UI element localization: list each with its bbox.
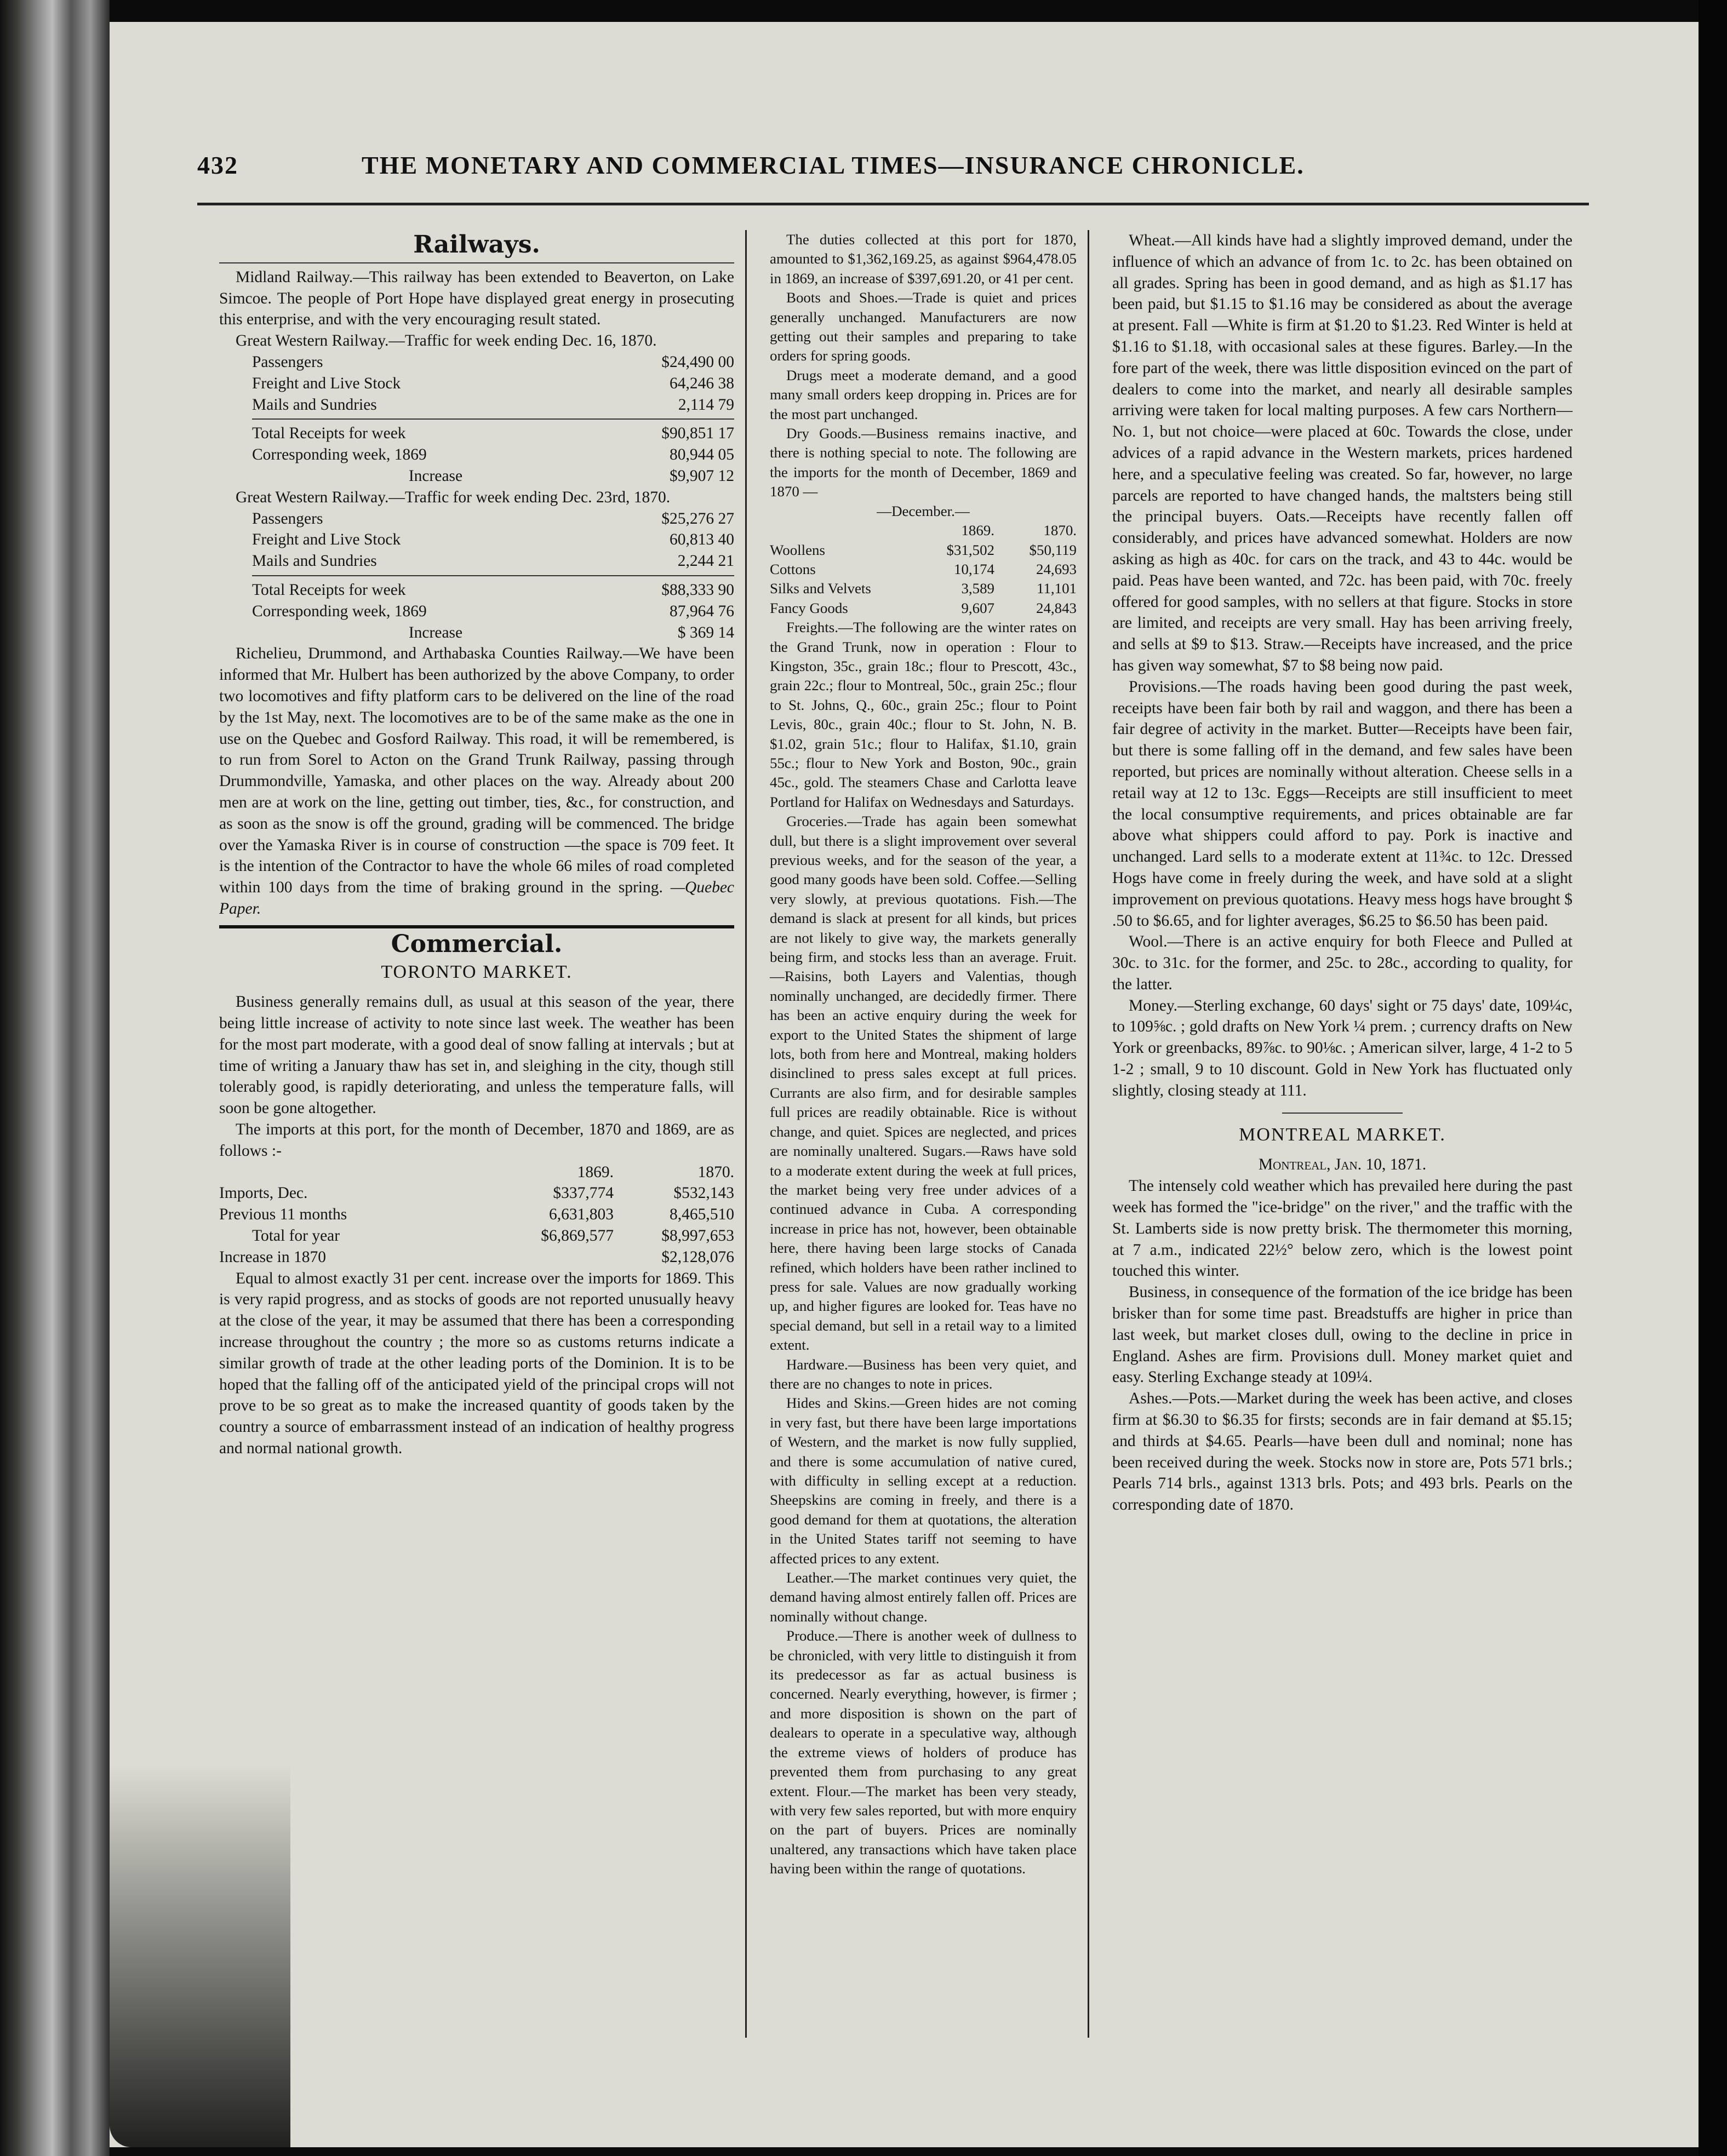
column-rule-2	[1088, 230, 1089, 2038]
column-3	[1112, 230, 1572, 1516]
table-row: Passengers $24,490 00	[252, 353, 734, 371]
table-row: Corresponding week, 1869 80,944 05	[252, 446, 734, 464]
gw1-intro: Great Western Railway.—Traffic for week ending Dec. 16, 1870.	[236, 332, 657, 350]
column-2	[770, 230, 1077, 1879]
column-rule-1	[745, 230, 747, 2038]
freights-paragraph: Freights.—The following are the winter rates on the Grand Trunk, now in operation : Flour to Kingston, 35c., grain 18c.; flour to Prescott, 43c., grain 22c.; flour to Montreal, 50c., grain 25c.; flour to St. Johns, Q., 60c., grain 25c.; flour to Point Levis, 80c., grain 40c.; flour to St. John, N. B. $1.02, grain 51c.; flour to Halifax, $1.10, grain 55c.; flour to New York and Boston, 90c., grain 45c., gold. The steamers Chase and Carlotta leave Portland for Halifax on Wednesdays and Saturdays.	[770, 619, 1077, 810]
toronto-paragraph: The imports at this port, for the month of December, 1870 and 1869, are as follows :-	[219, 1121, 734, 1160]
page-header	[197, 140, 1446, 194]
table-row: Increase $9,907 12	[408, 467, 734, 485]
divider	[219, 262, 734, 263]
divider	[252, 575, 734, 576]
header-rule	[197, 203, 1589, 205]
hardware-paragraph: Hardware.—Business has been very quiet, and there are no changes to note in prices.	[770, 1356, 1077, 1392]
boots-paragraph: Boots and Shoes.—Trade is quiet and prices generally unchanged. Manufacturers are now getting out their samples and preparing to take orders for spring goods.	[770, 289, 1077, 364]
produce-paragraph: Produce.—There is another week of dullness to be chronicled, with very little to distinguish it from its predecessor as far as actual business is concerned. Nearly everything, however, is firmer ; and more disposition is shown on the part of dealears to operate in a speculative way, although the extreme views of holders of produce has prevented them from purchasing to any great extent. Flour.—The market has been very steady, with very few sales reported, but with more enquiry on the part of buyers. Prices are nominally unaltered, any transactions which have taken place having been within the range of quotations.	[770, 1627, 1077, 1877]
ashes-paragraph: Ashes.—Pots.—Market during the week has been active, and closes firm at $6.30 to $6.35 for firsts; seconds are in fair demand at $5.15; and thirds at $4.65. Pearls—have been dull and nominal; none has been received during the week. Stocks now in store are, Pots 571 brls.; Pearls 714 brls., against 1313 brls. Pots; and 493 brls. Pearls on the corresponding date of 1870.	[1112, 1390, 1572, 1514]
midland-paragraph: Midland Railway.—This railway has been extended to Beaverton, on Lake Simcoe. The people of Port Hope have displayed great energy in prosecuting this enterprise, and with the very encouraging result stated.	[219, 268, 734, 329]
imports-table: 1869. 1870. Imports, Dec. $337,774 $532,143 Previous 11 months 6,631,803 8,465,510 Total for year $6,869,577 $8,997,653	[219, 1162, 734, 1247]
montreal-dateline: Montreal, Jan. 10, 1871.	[1258, 1156, 1427, 1174]
section-rule	[219, 925, 734, 928]
money-paragraph: Money.—Sterling exchange, 60 days' sight or 75 days' date, 109¼c, to 109⅝c. ; gold drafts on New York ¼ prem. ; currency drafts on New York or greenbacks, 89⅞c. to 90⅛c. ; American silver, large, 4 1-2 to 5 1-2 ; small, 9 to 10 discount. Gold in New York has fluctuated only slightly, closing steady at 111.	[1112, 996, 1572, 1099]
table-header: 1869.	[961, 522, 994, 539]
divider	[1282, 1113, 1403, 1114]
gw1-table	[219, 352, 734, 487]
commercial-heading: Commercial.	[391, 930, 563, 958]
montreal-market-heading: MONTREAL MARKET.	[1239, 1124, 1446, 1145]
page-title: THE MONETARY AND COMMERCIAL TIMES—INSURANCE CHRONICLE.	[362, 151, 1305, 179]
table-header: 1870.	[1043, 522, 1077, 539]
table-header: 1870.	[697, 1163, 734, 1181]
leather-paragraph: Leather.—The market continues very quiet, the demand having almost entirely fallen off. Prices are nominally without change.	[770, 1569, 1077, 1625]
divider	[252, 418, 734, 420]
book-binding	[0, 0, 110, 2156]
wheat-paragraph: Wheat.—All kinds have had a slightly improved demand, under the influence of which an advance of from 1c. to 2c. has been obtained on all grades. Spring has been in good demand, and as high as $1.17 has been paid, but $1.15 to $1.16 may be considered as about the average at present. Fall —White is firm at $1.20 to $1.23. Red Winter is held at $1.16 to $1.18, with occasional sales at these figures. Barley.—In the fore part of the week, there was little disposition evinced on the part of dealers to come into the market, and nearly all desirable samples arriving were taken for local malting purposes. A few cars Northern—No. 1, but not choice—were placed at 60c. Towards the close, under advices of a rapid advance in the Western markets, prices hardened here, and a speculative feeling was created. So far, however, no large parcels are reported to have changed hands, the maltsters being still the principal buyers. Oats.—Receipts have recently fallen off considerably, and prices have advanced somewhat. Holders are now asking as high as 40c. for cars on the track, and 43 to 44c. would be paid. Peas have been wanted, and 72c. has been paid, with 70c. freely offered for good samples, with no sellers at that figure. Stocks in store are limited, and receipts are very small. Hay has been arriving freely, and sells at $9 to $13. Straw.—Receipts have increased, and the price has given way somewhat, $7 to $8 being now paid.	[1112, 232, 1572, 674]
table-row: Total Receipts for week $90,851 17	[252, 425, 734, 443]
toronto-paragraph: Equal to almost exactly 31 per cent. increase over the imports for 1869. This is very rapid progress, and as stocks of goods are not reported unusually heavy at the close of the year, it may be assumed that there has been a corresponding increase throughout the country ; the more so as customs returns indicate a similar growth of trade at the other leading ports of the Dominion. It is to be hoped that the falling off of the anticipated yield of the principal crops will not prove to be so great as to make the increased quantity of goods taken by the country a source of embarrassment instead of an indication of healthy progress and normal national growth.	[219, 1269, 734, 1458]
table-row: Mails and Sundries 2,244 21	[252, 552, 734, 570]
wool-paragraph: Wool.—There is an active enquiry for both Fleece and Pulled at 30c. to 31c. for the former, and 25c. to 28c., according to quality, for the latter.	[1112, 933, 1572, 993]
scan-edge	[1699, 0, 1727, 2156]
table-row: Freight and Live Stock 60,813 40	[252, 531, 734, 549]
hides-paragraph: Hides and Skins.—Green hides are not coming in very fast, but there have been large importations of Western, and the market is now fully supplied, and there is some accumulation of native cured, with difficulty in selling except at a reduction. Sheepskins are coming in freely, and there is a good demand for them at quotations, the alteration in the United States tariff not seeming to have affected prices to any extent.	[770, 1395, 1077, 1567]
drygoods-paragraph: Dry Goods.—Business remains inactive, and there is nothing special to note. The following are the imports for the month of December, 1869 and 1870 —	[770, 425, 1077, 500]
groceries-paragraph: Groceries.—Trade has again been somewhat dull, but there is a slight improvement over several previous weeks, and for the season of the year, a good many goods have been sold. Coffee.—Selling very slowly, at previous quotations. Fish.—The demand is slack at present for all kinds, but prices are not likely to give way, the markets generally being firm, and stocks less than an average. Fruit.—Raisins, both Layers and Valentias, though nominally unchanged, are decidedly firmer. There has been an active enquiry during the week for export to the United States the shipment of large lots, both from here and Montreal, making holders disinclined to press sales except at full prices. Currants are also firm, and for desirable samples full prices are readily obtainable. Rice is without change, and quiet. Spices are neglected, and prices are nominally unaltered. Sugars.—Raws have sold to a moderate extent during the week at full prices, the market being very free under advices of a continued advance in Cuba. A corresponding increase in price has not, however, been obtainable here, there having been large stocks of Canada refined, which holders have been rather inclined to press for sale. Values are now gradually working up, and higher figures are looked for. Teas have no special demand, but sell in a retail way to a limited extent.	[770, 813, 1077, 1354]
scan-shadow	[110, 1764, 290, 2147]
richelieu-paragraph: Richelieu, Drummond, and Arthabaska Counties Railway.—We have been informed that Mr. Hulbert has been authorized by the above Company, to order two locomotives and fifty platform cars to be delivered on the line of the road by the 1st May, next. The locomotives are to be of the same make as the one in use on the Quebec and Gosford Railway. This road, it will be remembered, is to run from Sorel to Acton on the Grand Trunk Railway, passing through Drummondville, Yamaska, and other places on the way. Already about 200 men are at work on the line, getting out timber, ties, &c., for construction, and as soon as the snow is off the ground, grading will be commenced. The bridge over the Yamaska River is in course of construction —the space is 709 feet. It is the intention of the Contractor to have the whole 66 miles of road completed within 100 days from the time of braking ground in the spring. —Quebec Paper.	[219, 645, 735, 918]
newspaper-page	[110, 22, 1699, 2147]
drygoods-caption: —December.—	[877, 502, 970, 519]
montreal-paragraph: Business, in consequence of the formation of the ice bridge has been brisker than for some time past. Breadstuffs are higher in price than last week, but market closes dull, owing to the decline in price in England. Ashes are firm. Provisions dull. Money market quiet and easy. Sterling Exchange steady at 109¼.	[1112, 1283, 1572, 1386]
increase-row: Increase in 1870 $2,128,076	[219, 1248, 734, 1266]
gw2-table	[219, 508, 734, 644]
table-row: Increase $ 369 14	[408, 623, 734, 641]
table-row: Freight and Live Stock 64,246 38	[252, 374, 734, 392]
provisions-paragraph: Provisions.—The roads having been good during the past week, receipts have been fair both by rail and waggon, and there has been a fair degree of activity in the market. Butter—Receipts have been fair, but there is some falling off in the demand, and few sales have been reported, but prices are nominally without alteration. Cheese sells in a retail way at 12 to 13c. Eggs—Receipts are still insufficient to meet the local consumptive requirements, and prices obtainable are far above what shippers could afford to pay. Pork is inactive and unchanged. Lard sells to a moderate extent at 11¾c. to 12c. Dressed Hogs have come in freely during the week, and have sold at a slight improvement on previous quotations. Heavy mess hogs have brought $ .50 to $6.65, and for lighter averages, $6.25 to $6.50 has been paid.	[1112, 678, 1572, 930]
table-row: Passengers $25,276 27	[252, 509, 734, 527]
gw2-intro: Great Western Railway.—Traffic for week ending Dec. 23rd, 1870.	[236, 488, 671, 506]
drygoods-table: 1869. 1870. Woollens $31,502 $50,119 Cottons 10,174 24,693 Silks and Velvets 3,589 11,101 Fancy Goods 9,607 24,843	[770, 522, 1077, 616]
toronto-market-heading: TORONTO MARKET.	[381, 961, 573, 982]
duties-paragraph: The duties collected at this port for 1870, amounted to $1,362,169.25, as against $964,478.05 in 1869, an increase of $397,691.20, or 41 per cent.	[770, 231, 1077, 286]
montreal-paragraph: The intensely cold weather which has prevailed here during the past week has formed the "ice-bridge" on the river," and the traffic with the St. Lamberts side is now pretty brisk. The thermometer this morning, at 7 a.m., indicated 22½° below zero, which is the lowest point touched this winter.	[1112, 1177, 1572, 1280]
drugs-paragraph: Drugs meet a moderate demand, and a good many small orders keep dropping in. Prices are for the most part unchanged.	[770, 366, 1077, 422]
page-number: 432	[197, 151, 238, 179]
toronto-paragraph: Business generally remains dull, as usual at this season of the year, there being little increase of activity to note since last week. The weather has been for the most part moderate, with a good deal of snow falling at intervals ; but at time of writing a January thaw has set in, and sleighing in the city, though still tolerably good, is rapidly deteriorating, and unless the temperature falls, will soon be gone altogether.	[219, 993, 734, 1117]
table-row: Total Receipts for week $88,333 90	[252, 581, 734, 599]
table-header: 1869.	[577, 1163, 614, 1181]
table-row: Corresponding week, 1869 87,964 76	[252, 602, 734, 620]
railways-heading: Railways.	[413, 231, 540, 259]
source-credit: —Quebec Paper.	[219, 879, 735, 918]
column-1	[219, 230, 734, 1459]
table-row: Mails and Sundries 2,114 79	[252, 395, 734, 414]
